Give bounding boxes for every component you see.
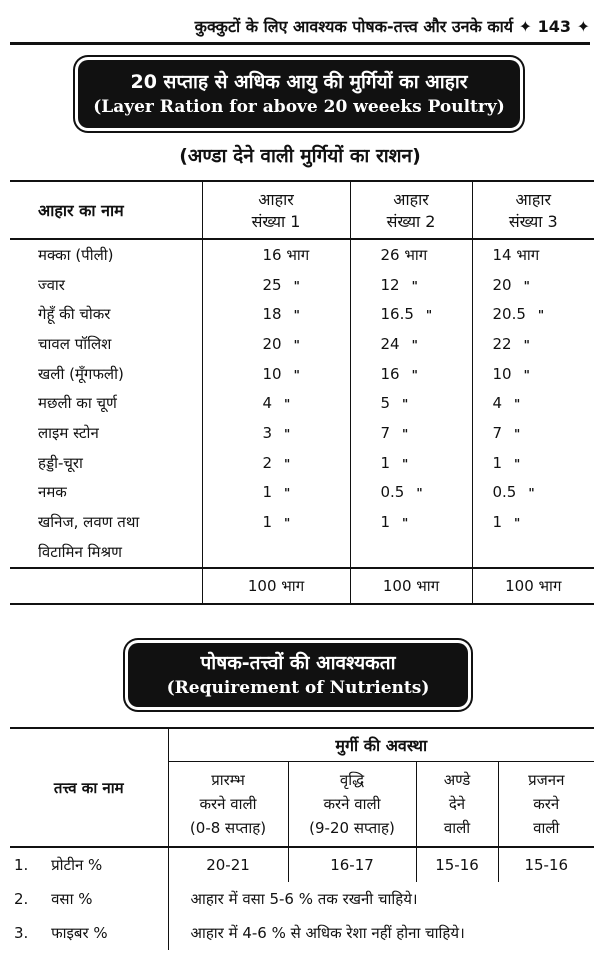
ration-value: [202, 299, 350, 329]
ditto-mark: ": [402, 397, 409, 412]
ration-value: [350, 388, 472, 418]
nutrient-value: 15-16: [416, 847, 498, 882]
ration-row: [10, 388, 594, 418]
ditto-mark: ": [425, 308, 433, 323]
stage-line: (0-8 सप्ताह): [189, 819, 267, 837]
page-header: [10, 10, 590, 45]
ditto-mark: ": [514, 426, 521, 441]
ditto-mark: ": [416, 486, 423, 501]
nutrient-value: 20-21: [168, 847, 288, 882]
ration-col-label: आहार: [258, 190, 294, 209]
ration-amount: 1: [492, 453, 503, 472]
ditto-mark: ": [402, 426, 409, 441]
ration-col-number: संख्या 3: [508, 212, 558, 231]
nutrient-name: फाइबर %: [51, 924, 108, 942]
stage-cell: [288, 762, 416, 848]
ration-amount: 20.5: [492, 305, 526, 324]
ditto-mark: ": [514, 456, 521, 471]
ration-value: [472, 270, 594, 300]
stage-line: अण्डे: [443, 771, 471, 789]
ditto-mark: ": [293, 308, 300, 323]
ration-amount: 1: [492, 513, 503, 532]
ration-value: [202, 507, 350, 537]
nutrient-value: 16-17: [288, 847, 416, 882]
row-number: 1.: [14, 856, 29, 874]
ration-row: [10, 299, 594, 329]
feed-name: लाइम स्टोन: [38, 423, 99, 442]
ditto-mark: ": [523, 278, 530, 293]
ration-value: [472, 537, 594, 568]
row-number: 3.: [14, 924, 29, 942]
ration-amount: 1: [380, 453, 391, 472]
ration-value: [350, 478, 472, 508]
ditto-mark: ": [284, 456, 291, 471]
section-title-banner: [78, 60, 520, 128]
ration-amount: 12: [380, 275, 400, 294]
feed-name: चावल पॉलिश: [38, 334, 112, 353]
ration-value: [202, 359, 350, 389]
element-name-header: तत्त्व का नाम: [10, 728, 168, 847]
ration-amount: 4: [262, 394, 273, 413]
ration-value: [472, 388, 594, 418]
nutrient-note: आहार में 4-6 % से अधिक रेशा नहीं होना चाहिये।: [168, 916, 594, 950]
stage-cell: [498, 762, 594, 848]
ration-col-number: संख्या 1: [251, 212, 301, 231]
feed-name: गेहूँ की चोकर: [38, 305, 111, 324]
ration-amount: 14 भाग: [492, 245, 540, 264]
ration-value: [350, 507, 472, 537]
stage-line: (9-20 सप्ताह): [309, 819, 395, 837]
ditto-mark: ": [514, 397, 521, 412]
ditto-mark: ": [411, 278, 418, 293]
ration-header-row: [10, 181, 594, 239]
ditto-mark: ": [402, 516, 409, 531]
feed-name: खनिज, लवण तथा: [38, 513, 140, 532]
ration-amount: 7: [492, 423, 503, 442]
stage-line: वाली: [443, 819, 471, 837]
ration-value: [350, 418, 472, 448]
ditto-mark: ": [537, 308, 545, 323]
ration-value: [202, 537, 350, 568]
feed-name: विटामिन मिश्रण: [38, 542, 122, 561]
ration-amount: 10: [492, 364, 512, 383]
ration-amount: 24: [380, 334, 400, 353]
section-subtitle: (अण्डा देने वाली मुर्गियों का राशन): [179, 145, 421, 167]
nutrients-title-banner: [128, 643, 468, 707]
ditto-mark: ": [284, 397, 291, 412]
ditto-mark: ": [293, 367, 300, 382]
ration-col-header: [202, 181, 350, 239]
nutrient-value: 15-16: [498, 847, 594, 882]
stage-line: वृद्धि: [339, 771, 365, 789]
stage-line: वाली: [533, 819, 560, 837]
ration-value: [472, 239, 594, 270]
total-cell: 100 भाग: [472, 568, 594, 604]
ration-amount: 0.5: [492, 483, 517, 502]
ration-value: [350, 270, 472, 300]
bird-stage-header: मुर्गी की अवस्था: [168, 728, 594, 762]
nutrient-row-fat: [10, 882, 594, 916]
ration-amount: 4: [492, 394, 503, 413]
ration-amount: 26 भाग: [380, 245, 428, 264]
ditto-mark: ": [523, 337, 530, 352]
ration-total-row: [10, 568, 594, 604]
ditto-mark: ": [514, 516, 521, 531]
nutrient-name-cell: [10, 916, 168, 950]
ration-row: [10, 270, 594, 300]
ration-value: [202, 448, 350, 478]
ration-row: [10, 478, 594, 508]
ration-table: [10, 180, 594, 605]
feed-name: मछली का चूर्ण: [38, 394, 117, 413]
stage-line: करने वाली: [323, 795, 381, 813]
feed-name-header: आहार का नाम: [10, 181, 202, 239]
ration-col-number: संख्या 2: [386, 212, 436, 231]
ration-amount: 18: [262, 305, 282, 324]
stage-cell: [416, 762, 498, 848]
ration-amount: 0.5: [380, 483, 405, 502]
ration-row: [10, 239, 594, 270]
ration-value: [202, 239, 350, 270]
ditto-mark: ": [402, 456, 409, 471]
ditto-mark: ": [523, 367, 530, 382]
ration-amount: 20: [262, 334, 282, 353]
ration-col-label: आहार: [393, 190, 429, 209]
ration-value: [350, 329, 472, 359]
stage-line: करने वाली: [199, 795, 257, 813]
ration-value: [202, 329, 350, 359]
ration-row: [10, 507, 594, 537]
row-number: 2.: [14, 890, 29, 908]
ration-amount: 1: [262, 513, 273, 532]
ration-row: [10, 537, 594, 568]
ration-amount: 1: [262, 483, 273, 502]
ration-amount: 25: [262, 275, 282, 294]
ditto-mark: ": [411, 367, 418, 382]
nutrient-name-cell: [10, 847, 168, 882]
total-cell: 100 भाग: [350, 568, 472, 604]
ration-value: [350, 299, 472, 329]
ration-amount: 16 भाग: [262, 245, 310, 264]
ration-value: [472, 478, 594, 508]
feed-name: ज्वार: [38, 275, 65, 294]
ditto-mark: ": [284, 426, 291, 441]
ration-value: [202, 478, 350, 508]
ration-row: [10, 329, 594, 359]
ration-amount: 16: [380, 364, 400, 383]
ration-value: [350, 448, 472, 478]
running-header-text: कुक्कुटों के लिए आवश्यक पोषक-तत्त्व और उनके कार्य ✦ 143 ✦: [194, 17, 590, 36]
stage-line: प्रजनन: [528, 771, 565, 789]
ration-row: [10, 359, 594, 389]
ration-col-header: [472, 181, 594, 239]
ration-value: [202, 388, 350, 418]
stage-line: करने: [533, 795, 560, 813]
ration-value: [472, 359, 594, 389]
ration-col-header: [350, 181, 472, 239]
section-title-english: (Layer Ration for above 20 weeeks Poultry): [93, 97, 505, 117]
ration-amount: 20: [492, 275, 512, 294]
total-cell: 100 भाग: [202, 568, 350, 604]
ditto-mark: ": [284, 516, 291, 531]
ration-value: [472, 448, 594, 478]
ration-value: [350, 359, 472, 389]
nutrient-name: वसा %: [51, 890, 93, 908]
nutrient-note: आहार में वसा 5-6 % तक रखनी चाहिये।: [168, 882, 594, 916]
nutrient-header-row: [10, 728, 594, 762]
ditto-mark: ": [528, 486, 535, 501]
ration-amount: 16.5: [380, 305, 414, 324]
ration-value: [472, 507, 594, 537]
ditto-mark: ": [293, 278, 300, 293]
nutrient-table: [10, 727, 594, 950]
ration-col-label: आहार: [515, 190, 552, 209]
nutrient-row-fiber: [10, 916, 594, 950]
ration-value: [202, 418, 350, 448]
nutrient-name-cell: [10, 882, 168, 916]
nutrient-name: प्रोटीन %: [51, 856, 103, 874]
ration-row: [10, 448, 594, 478]
ration-value: [472, 329, 594, 359]
nutrients-title-hindi: पोषक-तत्त्वों की आवश्यकता: [200, 652, 396, 674]
stage-line: देने: [448, 795, 466, 813]
nutrients-title-english: (Requirement of Nutrients): [166, 678, 430, 698]
ration-value: [350, 239, 472, 270]
ration-value: [472, 299, 594, 329]
ration-amount: 5: [380, 394, 391, 413]
stage-cell: [168, 762, 288, 848]
ration-row: [10, 418, 594, 448]
ration-amount: 7: [380, 423, 391, 442]
feed-name: नमक: [38, 483, 67, 502]
feed-name: मक्का (पीली): [38, 245, 114, 264]
ration-amount: 10: [262, 364, 282, 383]
ration-amount: 3: [262, 423, 273, 442]
ration-value: [472, 418, 594, 448]
ration-amount: 22: [492, 334, 512, 353]
feed-name: हड्डी-चूरा: [38, 453, 83, 472]
feed-name: खली (मूँगफली): [38, 364, 124, 383]
nutrient-row-protein: [10, 847, 594, 882]
ditto-mark: ": [293, 337, 300, 352]
ration-value: [350, 537, 472, 568]
ration-amount: 1: [380, 513, 391, 532]
stage-line: प्रारम्भ: [211, 771, 245, 789]
ration-value: [202, 270, 350, 300]
ration-amount: 2: [262, 453, 273, 472]
section-title-hindi: 20 सप्ताह से अधिक आयु की मुर्गियों का आहार: [130, 71, 468, 93]
ditto-mark: ": [411, 337, 418, 352]
ditto-mark: ": [284, 486, 291, 501]
